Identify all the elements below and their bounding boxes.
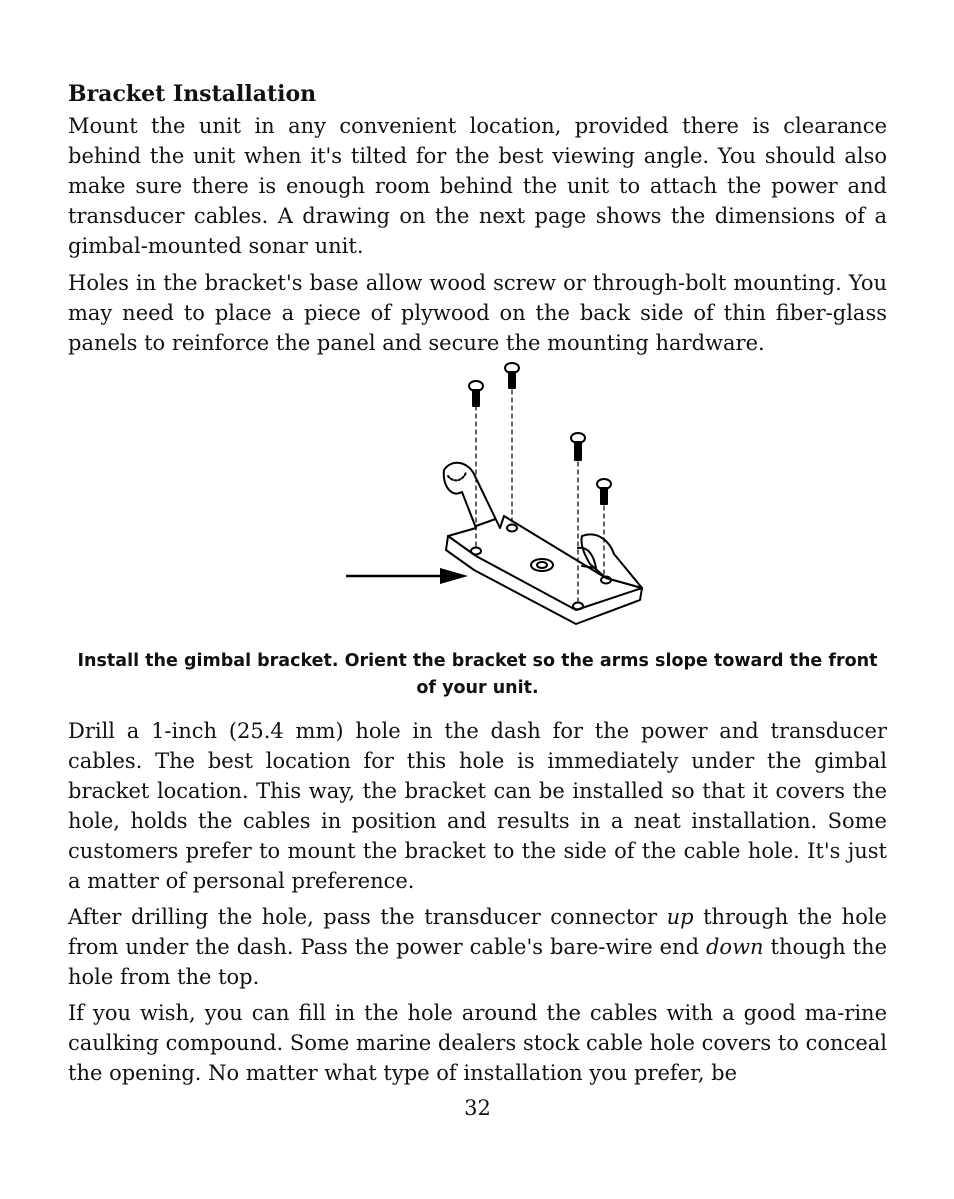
bracket-screw-hole xyxy=(471,548,481,555)
paragraph-drill-hole: Drill a 1-inch (25.4 mm) hole in the dash for the power and transducer cables. The best location for this hole is immediately under the gimbal bracket location. This way, the bracket can be installed so that it covers the hole, holds the cables in position and results in a neat installation. Some customers prefer to mount the bracket to the side of the cable hole. It's just a matter of personal preference. xyxy=(68,719,887,893)
paragraph-bracket-holes: Holes in the bracket's base allow wood screw or through-bolt mounting. You may need to place a piece of plywood on the back side of thin fiber-glass panels to reinforce the panel and secure the mounting hardware. xyxy=(68,271,887,355)
orientation-arrow-icon xyxy=(346,568,468,584)
manual-page xyxy=(68,0,887,1199)
paragraph-caulking: If you wish, you can fill in the hole around the cables with a good ma-rine caulking compound. Some marine dealers stock cable hole covers to conceal the opening. No matter what type of installation you prefer, be xyxy=(68,1001,887,1085)
emphasis-up: up xyxy=(666,905,694,929)
text-run: through the hole from under the dash. Pass the power cable's bare-wire end xyxy=(68,905,887,959)
figure-caption: Install the gimbal bracket. Orient the bracket so the arms slope toward the front of your unit. xyxy=(77,651,878,698)
text-run: After drilling the hole, pass the transducer connector xyxy=(68,905,667,929)
emphasis-down: down xyxy=(705,935,764,959)
page-number: 32 xyxy=(464,1096,491,1120)
bracket-center-hole xyxy=(531,559,553,571)
paragraph-mounting-location: Mount the unit in any convenient location, provided there is clearance behind the unit when it's tilted for the best viewing angle. You should also make sure there is enough room behind the unit to attach the power and transducer cables. A drawing on the next page shows the dimensions of a gimbal-mounted sonar unit. xyxy=(68,114,887,258)
screw-icon xyxy=(505,363,519,388)
paragraph-pass-cables xyxy=(68,902,887,992)
text-run: though the hole from the top. xyxy=(68,935,887,989)
screw-icon xyxy=(571,433,585,460)
screw-icon xyxy=(597,479,611,504)
gimbal-bracket-illustration xyxy=(344,358,654,638)
screw-icon xyxy=(469,381,483,406)
bracket-left-arm xyxy=(444,463,504,536)
bracket-screw-hole xyxy=(507,525,517,532)
section-heading: Bracket Installation xyxy=(68,81,317,107)
